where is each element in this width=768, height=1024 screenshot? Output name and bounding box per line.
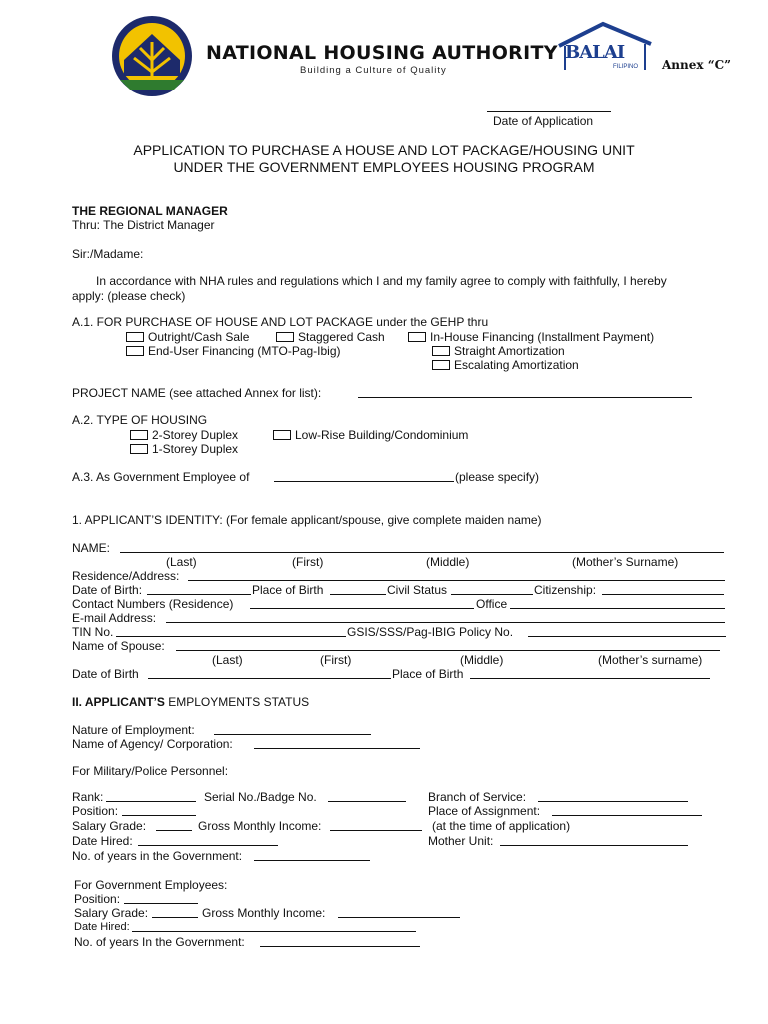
option-label: Straight Amortization xyxy=(454,344,565,358)
gov-salary-label: Salary Grade: xyxy=(74,906,149,920)
nature-label: Nature of Employment: xyxy=(72,723,195,737)
option-label: 2-Storey Duplex xyxy=(152,428,239,442)
option-label: Outright/Cash Sale xyxy=(148,330,250,344)
pob-label: Place of Birth xyxy=(252,583,324,597)
option-label: Staggered Cash xyxy=(298,330,385,344)
date-of-application-label: Date of Application xyxy=(493,114,594,128)
option-label: In-House Financing (Installment Payment) xyxy=(430,330,655,344)
option-label: Escalating Amortization xyxy=(454,358,579,372)
gov-heading: For Government Employees: xyxy=(74,878,228,892)
option-inhouse-financing[interactable] xyxy=(408,330,654,344)
balai-logo-text: BALAI xyxy=(565,42,625,63)
option-low-rise[interactable] xyxy=(273,428,468,442)
a2-heading: A.2. TYPE OF HOUSING xyxy=(72,413,208,427)
mother-unit-label: Mother Unit: xyxy=(428,834,494,848)
nha-seal-icon xyxy=(110,14,194,98)
serial-line[interactable] xyxy=(328,801,406,802)
option-end-user-financing[interactable] xyxy=(126,344,341,358)
spouse-mother-caption: (Mother’s surname) xyxy=(598,653,703,667)
option-label: End-User Financing (MTO-Pag-Ibig) xyxy=(148,344,341,358)
s2-heading-bold: II. APPLICANT’S xyxy=(72,695,165,709)
rank-line[interactable] xyxy=(106,801,196,802)
checkbox[interactable] xyxy=(126,346,144,356)
office-line[interactable] xyxy=(510,608,725,609)
balai-logo-subtext: FILIPINO xyxy=(613,64,639,70)
years-line[interactable] xyxy=(254,860,370,861)
project-name-label: PROJECT NAME (see attached Annex for list): xyxy=(72,386,322,400)
date-of-application-line[interactable] xyxy=(487,111,611,112)
thru-line: Thru: The District Manager xyxy=(72,218,215,232)
gov-years-label: No. of years In the Government: xyxy=(74,935,245,949)
gov-gross-label: Gross Monthly Income: xyxy=(202,906,326,920)
s1-heading: 1. APPLICANT’S IDENTITY: (For female applicant/spouse, give complete maiden name) xyxy=(72,513,542,527)
s2-heading-rest: EMPLOYMENTS STATUS xyxy=(164,695,310,709)
tin-line[interactable] xyxy=(116,636,346,637)
nha-logo xyxy=(110,14,194,98)
gov-years-line[interactable] xyxy=(260,946,420,947)
intro-text-2: apply: (please check) xyxy=(72,289,186,303)
form-title-line1: APPLICATION TO PURCHASE A HOUSE AND LOT PACKAGE/HOUSING UNIT xyxy=(133,142,635,158)
addressee: THE REGIONAL MANAGER xyxy=(72,204,228,218)
at-time-note: (at the time of application) xyxy=(432,819,571,833)
name-label: NAME: xyxy=(72,541,111,555)
form-title-line2: UNDER THE GOVERNMENT EMPLOYEES HOUSING PROGRAM xyxy=(173,159,595,175)
checkbox[interactable] xyxy=(130,430,148,440)
option-staggered-cash[interactable] xyxy=(276,330,385,344)
checkbox[interactable] xyxy=(432,360,450,370)
branch-line[interactable] xyxy=(538,801,688,802)
name-middle-caption: (Middle) xyxy=(426,555,470,569)
contact-line[interactable] xyxy=(250,608,474,609)
citizenship-line[interactable] xyxy=(602,594,724,595)
option-escalating-amortization[interactable] xyxy=(432,358,579,372)
hired-line[interactable] xyxy=(138,845,278,846)
salutation: Sir:/Madame: xyxy=(72,247,144,261)
a3-employer-line[interactable] xyxy=(274,481,454,482)
checkbox[interactable] xyxy=(408,332,426,342)
option-label: 1-Storey Duplex xyxy=(152,442,239,456)
annex-label: Annex “C” xyxy=(662,58,732,72)
civil-status-label: Civil Status xyxy=(387,583,448,597)
org-name: NATIONAL HOUSING AUTHORITY xyxy=(206,42,558,64)
nature-line[interactable] xyxy=(214,734,371,735)
agency-label: Name of Agency/ Corporation: xyxy=(72,737,233,751)
military-heading: For Military/Police Personnel: xyxy=(72,764,229,778)
option-straight-amortization[interactable] xyxy=(432,344,565,358)
assignment-label: Place of Assignment: xyxy=(428,804,541,818)
project-name-line[interactable] xyxy=(358,397,692,398)
hired-label: Date Hired: xyxy=(72,834,133,848)
salary-line[interactable] xyxy=(156,830,192,831)
spouse-first-caption: (First) xyxy=(320,653,352,667)
contact-label: Contact Numbers (Residence) xyxy=(72,597,234,611)
option-label: Low-Rise Building/Condominium xyxy=(295,428,469,442)
email-label: E-mail Address: xyxy=(72,611,157,625)
residence-line[interactable] xyxy=(188,580,725,581)
gov-gross-line[interactable] xyxy=(338,917,460,918)
gross-line[interactable] xyxy=(330,830,422,831)
gov-hired-label: Date Hired: xyxy=(74,921,130,933)
name-line[interactable] xyxy=(120,552,724,553)
gov-position-line[interactable] xyxy=(124,903,198,904)
checkbox[interactable] xyxy=(273,430,291,440)
a3-label: A.3. As Government Employee of xyxy=(72,470,250,484)
intro-text-1: In accordance with NHA rules and regulations which I and my family agree to comply with faithfully, I hereby xyxy=(96,274,667,288)
office-label: Office xyxy=(476,597,508,611)
name-first-caption: (First) xyxy=(292,555,324,569)
spouse-line[interactable] xyxy=(176,650,720,651)
spouse-last-caption: (Last) xyxy=(212,653,243,667)
citizenship-label: Citizenship: xyxy=(534,583,597,597)
gross-label: Gross Monthly Income: xyxy=(198,819,322,833)
gov-hired-line[interactable] xyxy=(132,931,416,932)
spouse-label: Name of Spouse: xyxy=(72,639,165,653)
tin-label: TIN No. xyxy=(72,625,114,639)
option-outright-cash[interactable] xyxy=(126,330,249,344)
gov-salary-line[interactable] xyxy=(152,917,198,918)
s2-heading xyxy=(72,695,309,709)
civil-status-line[interactable] xyxy=(451,594,533,595)
position-label: Position: xyxy=(72,804,119,818)
position-line[interactable] xyxy=(122,815,196,816)
checkbox[interactable] xyxy=(130,444,148,454)
pob-line[interactable] xyxy=(330,594,386,595)
spouse-dob-label: Date of Birth xyxy=(72,667,139,681)
branch-label: Branch of Service: xyxy=(428,790,527,804)
name-mother-caption: (Mother’s Surname) xyxy=(572,555,679,569)
serial-label: Serial No./Badge No. xyxy=(204,790,317,804)
checkbox[interactable] xyxy=(126,332,144,342)
email-line[interactable] xyxy=(166,622,725,623)
mother-unit-line[interactable] xyxy=(500,845,688,846)
assignment-line[interactable] xyxy=(552,815,702,816)
years-label: No. of years in the Government: xyxy=(72,849,243,863)
option-1-storey-duplex[interactable] xyxy=(130,442,238,456)
dob-label: Date of Birth: xyxy=(72,583,143,597)
option-2-storey-duplex[interactable] xyxy=(130,428,238,442)
spouse-middle-caption: (Middle) xyxy=(460,653,504,667)
salary-label: Salary Grade: xyxy=(72,819,147,833)
a1-heading: A.1. FOR PURCHASE OF HOUSE AND LOT PACKAGE under the GEHP thru xyxy=(72,315,489,329)
rank-label: Rank: xyxy=(72,790,104,804)
agency-line[interactable] xyxy=(254,748,420,749)
spouse-dob-line[interactable] xyxy=(148,678,391,679)
checkbox[interactable] xyxy=(432,346,450,356)
spouse-pob-label: Place of Birth xyxy=(392,667,464,681)
gov-position-label: Position: xyxy=(74,892,121,906)
dob-line[interactable] xyxy=(147,594,251,595)
residence-label: Residence/Address: xyxy=(72,569,180,583)
checkbox[interactable] xyxy=(276,332,294,342)
org-tagline: Building a Culture of Quality xyxy=(300,65,447,76)
gsis-label: GSIS/SSS/Pag-IBIG Policy No. xyxy=(347,625,514,639)
gsis-line[interactable] xyxy=(528,636,726,637)
balai-logo xyxy=(555,20,655,76)
name-last-caption: (Last) xyxy=(166,555,197,569)
a3-suffix: (please specify) xyxy=(455,470,540,484)
spouse-pob-line[interactable] xyxy=(470,678,710,679)
